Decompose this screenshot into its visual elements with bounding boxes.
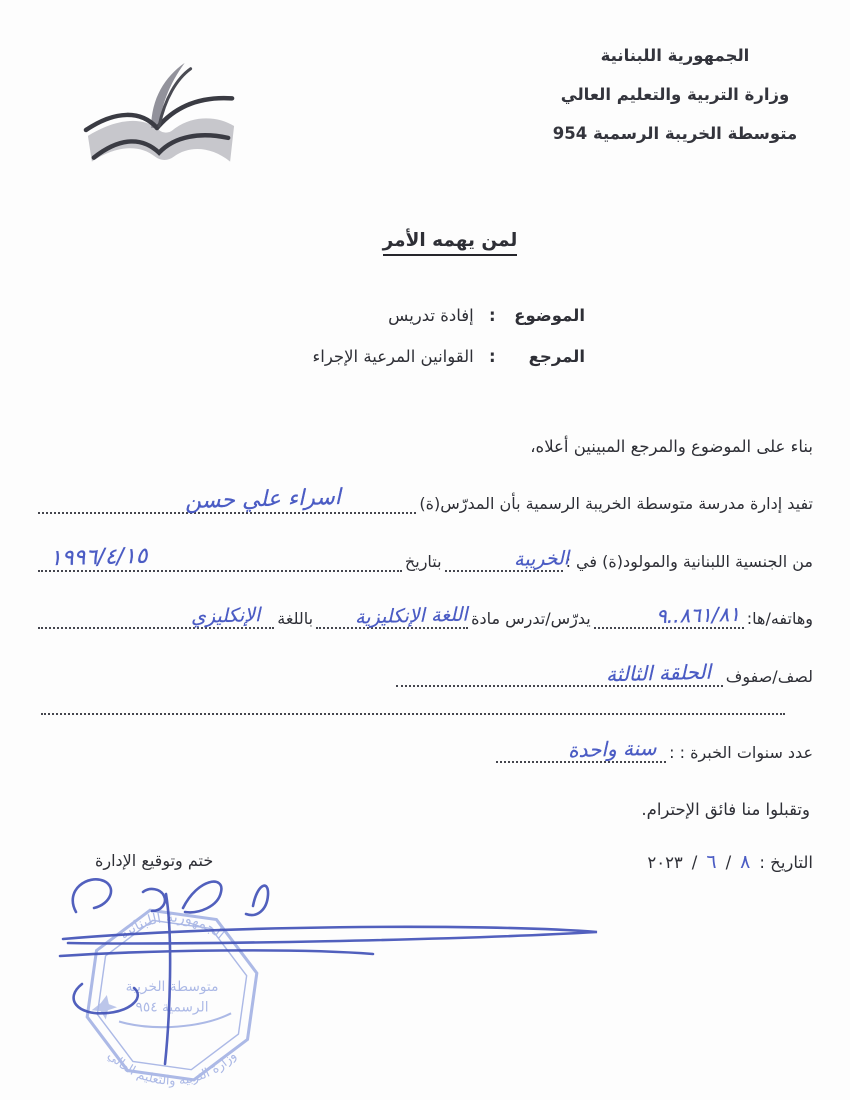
- birth-line: [35, 545, 813, 575]
- administration-signature: [48, 866, 610, 1078]
- birthplace-dotted-field: [445, 546, 569, 572]
- phone-dotted-field: [594, 603, 744, 629]
- teaches-printed: يدرّس/تدرس مادة: [471, 609, 591, 628]
- subject-dotted-field: [316, 603, 468, 629]
- handwritten-birthplace: الخريبة: [513, 547, 569, 571]
- experience-dotted-field: [496, 737, 666, 763]
- classes-printed: لصف/صفوف: [725, 667, 813, 686]
- certify-printed: تفيد إدارة مدرسة متوسطة الخريبة الرسمية بأن المدرّس(ة): [419, 494, 813, 513]
- stamp-arc-bottom-text: وزارة التربية والتعليم العالي: [105, 1047, 239, 1088]
- stamp-signature-label: ختم وتوقيع الإدارة: [95, 851, 214, 870]
- handwritten-month: ٦: [706, 851, 717, 873]
- stamp-center-line1: متوسطة الخريبة: [125, 978, 219, 995]
- document-title: لمن يهمه الأمر: [383, 230, 518, 256]
- subject-value: إفادة تدريس: [388, 306, 474, 325]
- subject-row: [388, 306, 585, 325]
- handwritten-subject: اللغة الإنكليزية: [355, 603, 469, 629]
- birth-printed1: من الجنسية اللبنانية والمولود(ة) في :: [565, 552, 813, 571]
- handwritten-language: الإنكليزي: [190, 604, 261, 628]
- reference-label: المرجع :: [489, 347, 585, 366]
- stamp-center-line2: الرسمية ٩٥٤: [135, 999, 209, 1016]
- date-row: [647, 851, 813, 873]
- handwritten-teacher-name: اسراء علي حسن: [184, 484, 341, 515]
- handwritten-birthdate: ١٩٩٦/٤/١٥: [49, 543, 148, 572]
- letterhead-country: الجمهورية اللبنانية: [600, 46, 750, 65]
- date-year: ٢٠٢٣: [647, 853, 683, 872]
- date-separator: /: [725, 853, 732, 872]
- birthdate-dotted-field: [38, 543, 402, 572]
- letterhead: [540, 36, 810, 153]
- empty-dotted-line: [41, 689, 785, 715]
- experience-printed: عدد سنوات الخبرة : :: [669, 743, 813, 762]
- name-dotted-field: [38, 484, 416, 515]
- closing-line: وتقبلوا منا فائق الإحترام.: [641, 800, 810, 819]
- birth-printed2: بتاريخ: [404, 552, 442, 571]
- handwritten-day: ٨: [740, 851, 751, 873]
- handwritten-classes: الحلقة الثالثة: [605, 659, 712, 687]
- date-label: التاريخ :: [759, 853, 813, 872]
- handwritten-phone: ٩..٨٦١/٨١: [655, 601, 741, 629]
- stamp-arc-top-text: الجمهورية اللبنانية: [116, 909, 228, 943]
- reference-value: القوانين المرعية الإجراء: [312, 347, 474, 366]
- classes-line: [393, 660, 813, 690]
- intro-line: بناء على الموضوع والمرجع المبينين أعلاه،: [530, 437, 813, 456]
- reference-row: [312, 347, 585, 366]
- classes-extra-line: [38, 688, 788, 718]
- teaching-line: [35, 602, 813, 632]
- handwritten-experience: سنة واحدة: [567, 735, 657, 763]
- certify-line: [35, 484, 813, 517]
- letterhead-school: متوسطة الخريبة الرسمية 954: [552, 124, 798, 143]
- open-book-logo-icon: [82, 58, 240, 198]
- phone-printed: وهاتفه/ها:: [746, 609, 813, 628]
- date-separator2: /: [691, 853, 698, 872]
- experience-line: [473, 736, 813, 766]
- language-printed: باللغة: [277, 609, 314, 628]
- language-dotted-field: [38, 603, 274, 629]
- letterhead-ministry: وزارة التربية والتعليم العالي: [560, 85, 790, 104]
- subject-label: الموضوع :: [489, 306, 585, 325]
- classes-dotted-field: [396, 661, 723, 687]
